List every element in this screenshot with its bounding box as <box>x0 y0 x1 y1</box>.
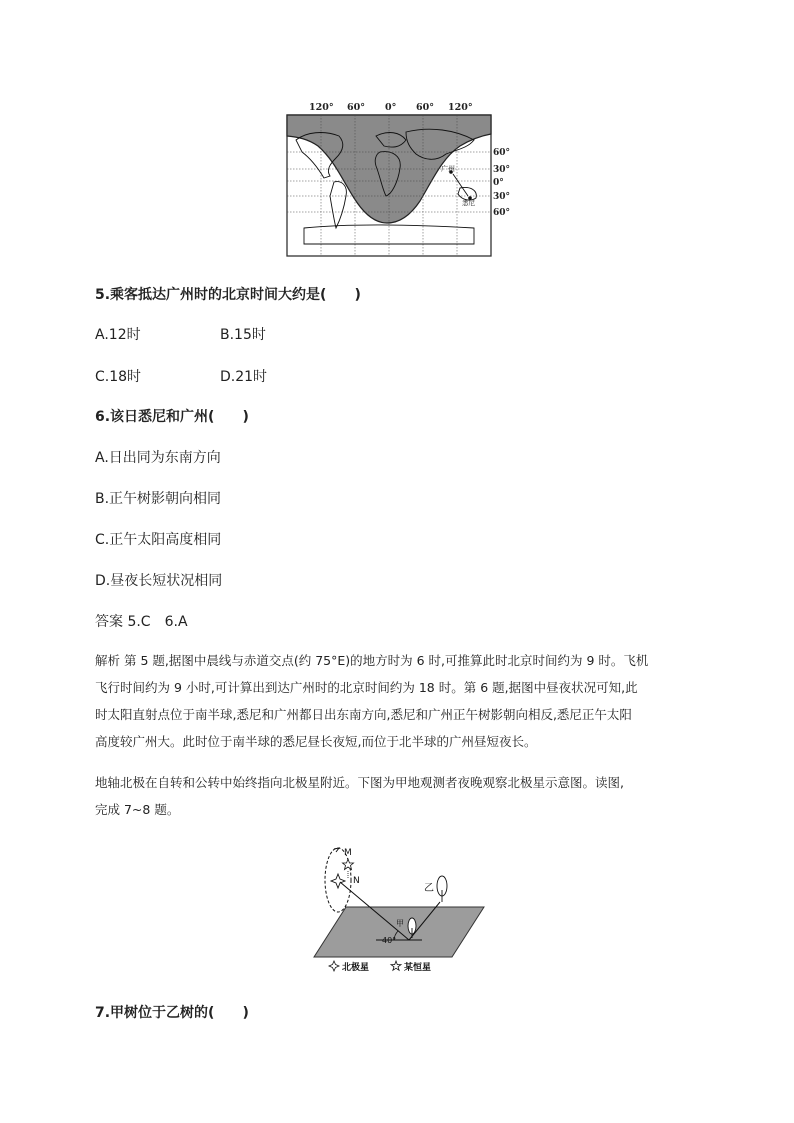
intro-line: 完成 7~8 题。 <box>95 802 180 817</box>
legend-polaris-label: 北极星 <box>342 963 370 973</box>
label-jia: 甲 <box>396 919 404 928</box>
label-yi: 乙 <box>424 883 434 894</box>
label-m: M <box>344 848 352 858</box>
analysis-block <box>95 647 715 755</box>
answer-line: 答案 5.C 6.A <box>95 614 188 630</box>
lon-label: 60° <box>416 102 434 113</box>
lat-label: 60° <box>493 148 511 158</box>
q5-option-a[interactable]: A.12时 <box>95 327 141 343</box>
lon-label: 0° <box>385 102 397 113</box>
label-n: N <box>353 876 360 886</box>
q6-option-d[interactable]: D.昼夜长短状况相同 <box>95 573 223 589</box>
analysis-line: 高度较广州大。此时位于南半球的悉尼昼长夜短,而位于北半球的广州昼短夜长。 <box>95 734 537 749</box>
lat-label: 30° <box>493 192 511 202</box>
polaris-diagram <box>308 840 490 976</box>
question-6-stem: 6.该日悉尼和广州( ) <box>95 409 249 425</box>
analysis-line: 飞行时间约为 9 小时,可计算出到达广州时的北京时间约为 18 时。第 6 题,据图中昼夜状况可知,此 <box>95 680 638 695</box>
question-7-stem: 7.甲树位于乙树的( ) <box>95 1005 249 1021</box>
city-label-sydney: 悉尼 <box>462 199 475 207</box>
q5-option-d[interactable]: D.21时 <box>220 369 268 385</box>
analysis-line: 时太阳直射点位于南半球,悉尼和广州都日出东南方向,悉尼和广州正午树影朝向相反,悉尼正午太阳 <box>95 707 632 722</box>
lon-label: 60° <box>347 102 365 113</box>
q6-option-a[interactable]: A.日出同为东南方向 <box>95 450 221 466</box>
q5-option-c[interactable]: C.18时 <box>95 369 142 385</box>
legend-star-label: 某恒星 <box>404 963 432 973</box>
lat-label: 30° <box>493 165 511 175</box>
legend-star-icon <box>391 961 401 970</box>
intro-block <box>95 769 715 823</box>
intro-line: 地轴北极在自转和公转中始终指向北极星附近。下图为甲地观测者夜晚观察北极星示意图。读图, <box>95 775 624 790</box>
orbit-arrow <box>334 848 339 852</box>
star-icon <box>343 859 354 870</box>
lon-label: 120° <box>448 102 473 113</box>
question-5-stem: 5.乘客抵达广州时的北京时间大约是( ) <box>95 287 361 303</box>
lon-label: 120° <box>309 102 334 113</box>
city-label-guangzhou: 广州 <box>441 165 455 173</box>
q6-option-c[interactable]: C.正午太阳高度相同 <box>95 532 222 548</box>
q5-option-b[interactable]: B.15时 <box>220 327 266 343</box>
angle-label: 40° <box>382 936 397 945</box>
lat-label: 0° <box>493 178 504 188</box>
world-map-svg <box>284 96 514 258</box>
lat-label: 60° <box>493 208 511 218</box>
q6-option-b[interactable]: B.正午树影朝向相同 <box>95 491 222 507</box>
polaris-icon <box>331 874 345 888</box>
polaris-diagram-svg <box>308 840 490 976</box>
world-map-figure <box>284 96 514 258</box>
analysis-line: 解析 第 5 题,据图中晨线与赤道交点(约 75°E)的地方时为 6 时,可推算此时北京时间约为 9 时。飞机 <box>95 653 649 668</box>
legend-polaris-icon <box>329 961 339 971</box>
